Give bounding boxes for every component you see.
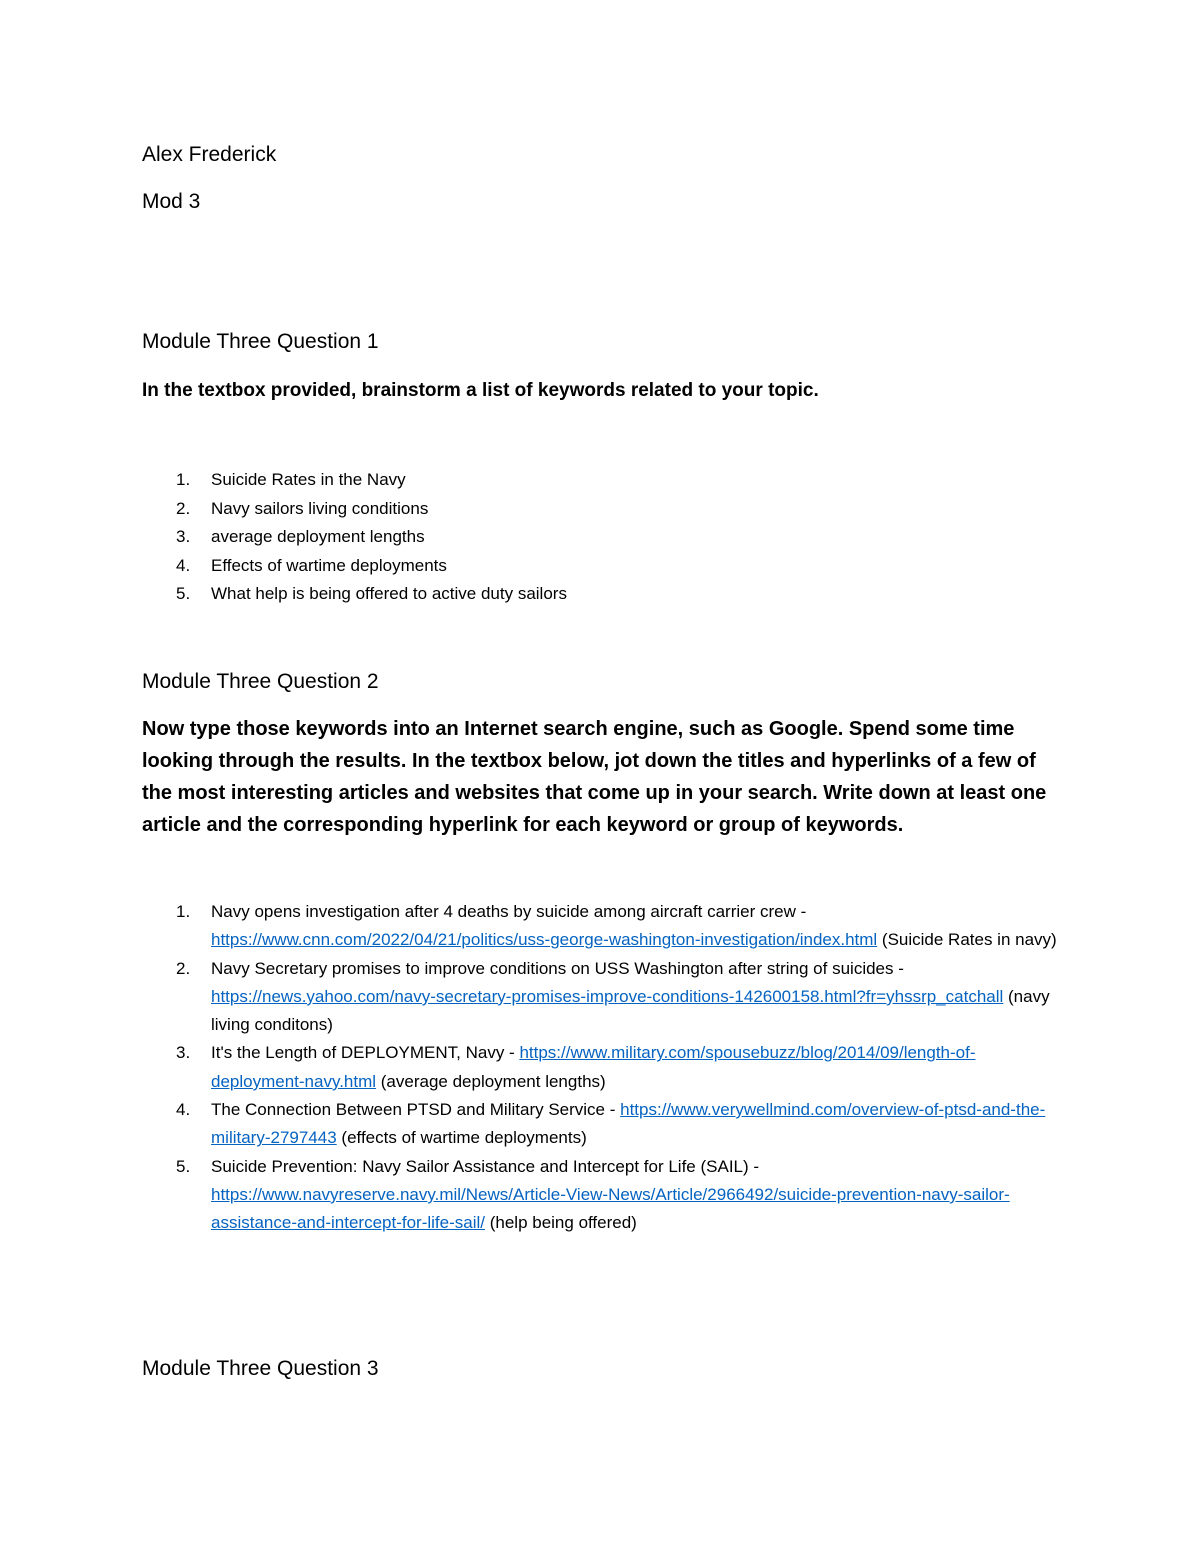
article-link[interactable]: https://www.cnn.com/2022/04/21/politics/uss-george-washington-investigation/index.html <box>211 930 878 950</box>
list-item: 4. The Connection Between PTSD and Military Service - https://www.verywellmind.com/overview-of-ptsd-and-the-military-2797443 (effects of wartime deployments) <box>176 1100 1046 1148</box>
list-item: 5. What help is being offered to active duty sailors <box>176 584 567 603</box>
list-item: 4. Effects of wartime deployments <box>176 555 447 575</box>
list-item: 5. Suicide Prevention: Navy Sailor Assistance and Intercept for Life (SAIL) - https://www.navyreserve.navy.mil/News/Article-View-News/Article/2966492/suicide-prevention-navy-sailor-assistance-and-intercept-for-life-sail/ (help being offered) <box>176 1156 1010 1233</box>
article-link[interactable]: https://www.military.com/spousebuzz/blog/2014/09/length-of-deployment-navy.html <box>211 1043 976 1091</box>
question-3-heading: Module Three Question 3 <box>142 1357 379 1380</box>
module-label: Mod 3 <box>142 190 201 213</box>
article-list <box>142 898 1069 1238</box>
question-2-prompt: Now type those keywords into an Internet search engine, such as Google. Spend some time looking through the results. In the textbox below, jot down the titles and hyperlinks of a few of the most interesting articles and websites that come up in your search. Write down at least one article and the corresponding hyperlink for each keyword or group of keywords. <box>142 718 1047 836</box>
list-item: 3. It's the Length of DEPLOYMENT, Navy - https://www.military.com/spousebuzz/blog/2014/09/length-of-deployment-navy.html (average deployment lengths) <box>176 1043 976 1091</box>
list-item: 2. Navy Secretary promises to improve conditions on USS Washington after string of suicides - https://news.yahoo.com/navy-secretary-promises-improve-conditions-142600158.html?fr=yhssrp_catchall (navy living conditons) <box>176 958 1050 1035</box>
list-item: 3. average deployment lengths <box>176 527 425 546</box>
question-1-prompt: In the textbox provided, brainstorm a list of keywords related to your topic. <box>142 380 819 401</box>
article-link[interactable]: https://news.yahoo.com/navy-secretary-promises-improve-conditions-142600158.html?fr=yhssrp_catchall <box>211 986 1004 1006</box>
author-name: Alex Frederick <box>142 143 277 166</box>
list-item: 1. Suicide Rates in the Navy <box>176 470 406 489</box>
question-1-heading: Module Three Question 1 <box>142 330 379 353</box>
list-item: 1. Navy opens investigation after 4 deaths by suicide among aircraft carrier crew - https://www.cnn.com/2022/04/21/politics/uss-george-washington-investigation/index.html (Suicide Rates in navy) <box>176 902 1057 950</box>
article-link[interactable]: https://www.verywellmind.com/overview-of-ptsd-and-the-military-2797443 <box>211 1100 1046 1148</box>
list-item: 2. Navy sailors living conditions <box>176 498 429 518</box>
keyword-list <box>142 466 567 609</box>
question-2-heading: Module Three Question 2 <box>142 670 379 693</box>
article-link[interactable]: https://www.navyreserve.navy.mil/News/Article-View-News/Article/2966492/suicide-prevention-navy-sailor-assistance-and-intercept-for-life-sail/ <box>211 1184 1010 1233</box>
